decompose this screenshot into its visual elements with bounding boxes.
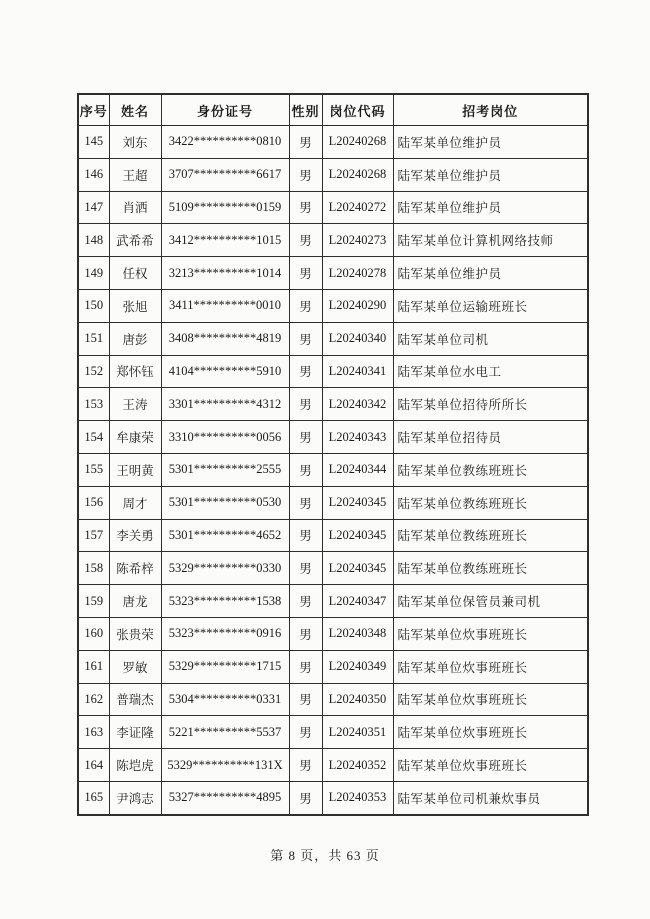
table-row <box>78 585 588 618</box>
cell-gender: 男 <box>289 683 322 716</box>
cell-position: 陆军某单位炊事班班长 <box>393 716 588 749</box>
cell-name: 周才 <box>109 486 161 519</box>
cell-serial: 152 <box>78 355 109 388</box>
cell-serial: 145 <box>78 126 109 159</box>
cell-gender: 男 <box>289 421 322 454</box>
recruitment-roster-table <box>77 93 589 816</box>
cell-id-number: 3408**********4819 <box>161 322 289 355</box>
cell-post-code: L20240349 <box>322 650 393 683</box>
cell-post-code: L20240345 <box>322 486 393 519</box>
cell-name: 武希希 <box>109 224 161 257</box>
cell-id-number: 4104**********5910 <box>161 355 289 388</box>
cell-name: 普瑞杰 <box>109 683 161 716</box>
cell-post-code: L20240352 <box>322 749 393 782</box>
cell-id-number: 3422**********0810 <box>161 126 289 159</box>
cell-position: 陆军某单位维护员 <box>393 126 588 159</box>
cell-id-number: 3412**********1015 <box>161 224 289 257</box>
cell-gender: 男 <box>289 322 322 355</box>
cell-id-number: 5329**********0330 <box>161 552 289 585</box>
table-row <box>78 453 588 486</box>
col-header-post-code: 岗位代码 <box>322 94 393 126</box>
table-row <box>78 355 588 388</box>
cell-position: 陆军某单位招待所所长 <box>393 388 588 421</box>
cell-name: 郑怀钰 <box>109 355 161 388</box>
cell-gender: 男 <box>289 289 322 322</box>
cell-position: 陆军某单位教练班班长 <box>393 453 588 486</box>
cell-name: 唐龙 <box>109 585 161 618</box>
cell-post-code: L20240272 <box>322 191 393 224</box>
cell-serial: 157 <box>78 519 109 552</box>
cell-gender: 男 <box>289 585 322 618</box>
cell-serial: 154 <box>78 421 109 454</box>
cell-gender: 男 <box>289 191 322 224</box>
cell-position: 陆军某单位司机 <box>393 322 588 355</box>
cell-serial: 161 <box>78 650 109 683</box>
cell-position: 陆军某单位炊事班班长 <box>393 683 588 716</box>
col-header-serial: 序号 <box>78 94 109 126</box>
cell-gender: 男 <box>289 716 322 749</box>
cell-position: 陆军某单位教练班班长 <box>393 552 588 585</box>
cell-post-code: L20240345 <box>322 519 393 552</box>
cell-serial: 163 <box>78 716 109 749</box>
cell-id-number: 5301**********0530 <box>161 486 289 519</box>
cell-id-number: 5327**********4895 <box>161 781 289 814</box>
cell-post-code: L20240273 <box>322 224 393 257</box>
cell-serial: 153 <box>78 388 109 421</box>
cell-gender: 男 <box>289 486 322 519</box>
cell-position: 陆军某单位维护员 <box>393 257 588 290</box>
cell-gender: 男 <box>289 650 322 683</box>
cell-post-code: L20240342 <box>322 388 393 421</box>
col-header-position: 招考岗位 <box>393 94 588 126</box>
cell-name: 唐彭 <box>109 322 161 355</box>
cell-gender: 男 <box>289 749 322 782</box>
cell-post-code: L20240351 <box>322 716 393 749</box>
cell-name: 罗敏 <box>109 650 161 683</box>
cell-post-code: L20240340 <box>322 322 393 355</box>
cell-post-code: L20240278 <box>322 257 393 290</box>
table-row <box>78 191 588 224</box>
cell-post-code: L20240348 <box>322 617 393 650</box>
cell-name: 李关勇 <box>109 519 161 552</box>
cell-post-code: L20240343 <box>322 421 393 454</box>
col-header-gender: 性别 <box>289 94 322 126</box>
cell-serial: 149 <box>78 257 109 290</box>
cell-post-code: L20240344 <box>322 453 393 486</box>
cell-gender: 男 <box>289 519 322 552</box>
cell-gender: 男 <box>289 158 322 191</box>
cell-position: 陆军某单位计算机网络技师 <box>393 224 588 257</box>
table-row <box>78 486 588 519</box>
cell-id-number: 5301**********4652 <box>161 519 289 552</box>
cell-gender: 男 <box>289 355 322 388</box>
cell-name: 尹鸿志 <box>109 781 161 814</box>
cell-id-number: 5304**********0331 <box>161 683 289 716</box>
cell-id-number: 3411**********0010 <box>161 289 289 322</box>
cell-serial: 146 <box>78 158 109 191</box>
cell-position: 陆军某单位炊事班班长 <box>393 749 588 782</box>
cell-id-number: 3301**********4312 <box>161 388 289 421</box>
cell-gender: 男 <box>289 781 322 814</box>
cell-position: 陆军某单位水电工 <box>393 355 588 388</box>
cell-serial: 159 <box>78 585 109 618</box>
cell-position: 陆军某单位教练班班长 <box>393 519 588 552</box>
cell-position: 陆军某单位炊事班班长 <box>393 617 588 650</box>
table-body <box>78 126 588 815</box>
cell-serial: 155 <box>78 453 109 486</box>
cell-id-number: 3213**********1014 <box>161 257 289 290</box>
cell-position: 陆军某单位教练班班长 <box>393 486 588 519</box>
cell-name: 任权 <box>109 257 161 290</box>
cell-name: 王超 <box>109 158 161 191</box>
cell-position: 陆军某单位维护员 <box>393 191 588 224</box>
cell-id-number: 5109**********0159 <box>161 191 289 224</box>
cell-post-code: L20240290 <box>322 289 393 322</box>
table-row <box>78 650 588 683</box>
cell-id-number: 5221**********5537 <box>161 716 289 749</box>
table-row <box>78 519 588 552</box>
cell-position: 陆军某单位招待员 <box>393 421 588 454</box>
cell-position: 陆军某单位炊事班班长 <box>393 650 588 683</box>
cell-serial: 158 <box>78 552 109 585</box>
cell-serial: 162 <box>78 683 109 716</box>
cell-name: 张旭 <box>109 289 161 322</box>
col-header-name: 姓名 <box>109 94 161 126</box>
cell-position: 陆军某单位运输班班长 <box>393 289 588 322</box>
table-row <box>78 617 588 650</box>
cell-serial: 148 <box>78 224 109 257</box>
table-row <box>78 781 588 814</box>
cell-serial: 160 <box>78 617 109 650</box>
table-row <box>78 552 588 585</box>
cell-gender: 男 <box>289 552 322 585</box>
cell-name: 陈垲虎 <box>109 749 161 782</box>
cell-name: 牟康荣 <box>109 421 161 454</box>
cell-post-code: L20240353 <box>322 781 393 814</box>
cell-post-code: L20240268 <box>322 126 393 159</box>
cell-post-code: L20240347 <box>322 585 393 618</box>
cell-name: 张贵荣 <box>109 617 161 650</box>
cell-position: 陆军某单位维护员 <box>393 158 588 191</box>
cell-id-number: 5323**********0916 <box>161 617 289 650</box>
cell-gender: 男 <box>289 126 322 159</box>
cell-name: 陈希梓 <box>109 552 161 585</box>
cell-gender: 男 <box>289 257 322 290</box>
table-row <box>78 749 588 782</box>
cell-position: 陆军某单位保管员兼司机 <box>393 585 588 618</box>
cell-name: 王涛 <box>109 388 161 421</box>
cell-gender: 男 <box>289 617 322 650</box>
cell-serial: 165 <box>78 781 109 814</box>
cell-gender: 男 <box>289 453 322 486</box>
table-row <box>78 716 588 749</box>
cell-post-code: L20240341 <box>322 355 393 388</box>
cell-serial: 164 <box>78 749 109 782</box>
cell-id-number: 5329**********1715 <box>161 650 289 683</box>
cell-id-number: 5323**********1538 <box>161 585 289 618</box>
cell-serial: 151 <box>78 322 109 355</box>
table-header <box>78 94 588 126</box>
table-row <box>78 158 588 191</box>
table-row <box>78 322 588 355</box>
table-row <box>78 388 588 421</box>
table-row <box>78 224 588 257</box>
cell-post-code: L20240345 <box>322 552 393 585</box>
cell-post-code: L20240268 <box>322 158 393 191</box>
cell-gender: 男 <box>289 388 322 421</box>
table-row <box>78 257 588 290</box>
cell-id-number: 5301**********2555 <box>161 453 289 486</box>
table-row <box>78 421 588 454</box>
cell-serial: 150 <box>78 289 109 322</box>
table-row <box>78 289 588 322</box>
cell-serial: 147 <box>78 191 109 224</box>
cell-id-number: 3310**********0056 <box>161 421 289 454</box>
cell-id-number: 5329**********131X <box>161 749 289 782</box>
col-header-id-number: 身份证号 <box>161 94 289 126</box>
cell-position: 陆军某单位司机兼炊事员 <box>393 781 588 814</box>
cell-name: 肖洒 <box>109 191 161 224</box>
cell-name: 李证隆 <box>109 716 161 749</box>
table-row <box>78 683 588 716</box>
cell-name: 王明黄 <box>109 453 161 486</box>
cell-serial: 156 <box>78 486 109 519</box>
cell-gender: 男 <box>289 224 322 257</box>
cell-post-code: L20240350 <box>322 683 393 716</box>
cell-id-number: 3707**********6617 <box>161 158 289 191</box>
page-number-footer: 第 8 页，共 63 页 <box>270 848 380 863</box>
header-row <box>78 94 588 126</box>
cell-name: 刘东 <box>109 126 161 159</box>
table-row <box>78 126 588 159</box>
